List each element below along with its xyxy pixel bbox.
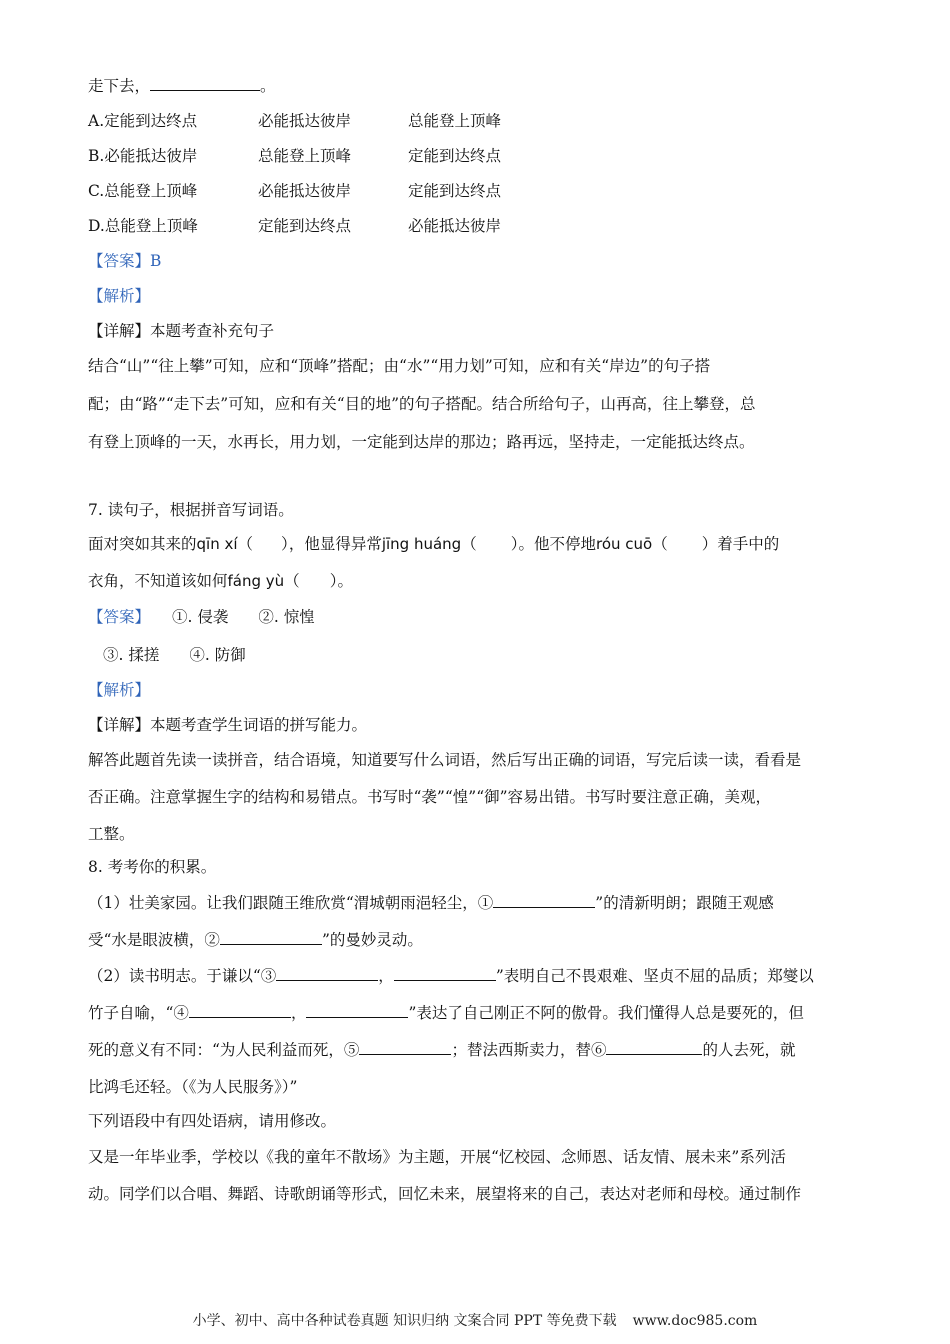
q6-answer: 【答案】B (88, 252, 162, 270)
q8-part2-line-4: 比鸿毛还轻。（《为人民服务》）” (88, 1078, 298, 1096)
q6-analysis-tag: 【解析】 (88, 287, 151, 305)
answer-blank (359, 1040, 451, 1055)
q7-expl-line-1: 解答此题首先读一读拼音，结合语境，知道要写什么词语，然后写出正确的词语，写完后读一读，看看是 (88, 751, 802, 769)
q6-expl-line-1: 结合“山”“往上攀”可知，应和“顶峰”搭配；由“水”“用力划”可知，应和有关“岸边”的句子搭 (88, 357, 711, 375)
q7-detail: 【详解】本题考查学生词语的拼写能力。 (88, 716, 368, 734)
pinyin-1: qīn xí (196, 535, 238, 553)
q8-part2-line-1: （2）读书明志。于谦以“③ ， ”表明自己不畏艰难、坚贞不屈的品质；郑燮以 (88, 967, 814, 985)
q7-title: 7. 读句子，根据拼音写词语。 (88, 501, 294, 519)
q6-detail: 【详解】本题考查补充句子 (88, 322, 275, 340)
option-row-a: A.定能到达终点 必能抵达彼岸 总能登上顶峰 (88, 112, 502, 130)
q8-part2-line-2: 竹子自喻，“④ ， ”表达了自己刚正不阿的傲骨。我们懂得人总是要死的，但 (88, 1004, 804, 1022)
q8-passage-line-1: 又是一年毕业季，学校以《我的童年不散场》为主题，开展“忆校园、念师恩、话友情、展未来”系列活 (88, 1148, 786, 1166)
answer-blank (220, 930, 322, 945)
q7-analysis-tag: 【解析】 (88, 681, 151, 699)
q8-passage-line-2: 动。同学们以合唱、舞蹈、诗歌朗诵等形式，回忆未来，展望将来的自己，表达对老师和母校。通过制作 (88, 1185, 802, 1203)
footer-url[interactable]: www.doc985.com (632, 1313, 758, 1329)
q7-sentence-line-2: 衣角，不知道该如何fáng yù（ ）。 (88, 572, 353, 590)
q7-answer-line-2: ③. 揉搓 ④. 防御 (103, 646, 246, 664)
q6-expl-line-2: 配；由“路”“走下去”可知，应和有关“目的地”的句子搭配。结合所给句子，山再高，往上攀登，总 (88, 395, 756, 413)
pinyin-3: róu cuō (596, 535, 653, 553)
q7-expl-line-2: 否正确。注意掌握生字的结构和易错点。书写时“袭”“惶”“御”容易出错。书写时要注意正确，美观， (88, 788, 772, 806)
answer-blank (276, 966, 378, 981)
q7-sentence-line-1: 面对突如其来的qīn xí（ ），他显得异常jīng huáng（ ）。他不停地róu cuō（ ）着手中的 (88, 535, 780, 553)
pinyin-4: fáng yù (227, 572, 285, 590)
answer-blank (306, 1003, 408, 1018)
option-row-b: B.必能抵达彼岸 总能登上顶峰 定能到达终点 (88, 147, 502, 165)
q6-expl-line-3: 有登上顶峰的一天，水再长，用力划，一定能到达岸的那边；路再远，坚持走，一定能抵达终点。 (88, 433, 755, 451)
answer-blank (394, 966, 496, 981)
q6-tail-line: 走下去， 。 (88, 77, 276, 95)
option-row-c: C.总能登上顶峰 必能抵达彼岸 定能到达终点 (88, 182, 502, 200)
q7-expl-line-3: 工整。 (88, 825, 135, 843)
q7-answer-line-1: 【答案】 ①. 侵袭 ②. 惊惶 (88, 608, 315, 626)
q8-part1-line-1: （1）壮美家园。让我们跟随王维欣赏“渭城朝雨浥轻尘，① ”的清新明朗；跟随王观感 (88, 894, 774, 912)
q8-title: 8. 考考你的积累。 (88, 858, 217, 876)
answer-blank (493, 893, 595, 908)
pinyin-2: jīng huáng (381, 535, 462, 553)
option-row-d: D.总能登上顶峰 定能到达终点 必能抵达彼岸 (88, 217, 502, 235)
page-footer: 小学、初中、高中各种试卷真题 知识归纳 文案合同 PPT 等免费下载 www.doc985.com (192, 1313, 758, 1329)
q8-part1-line-2: 受“水是眼波横，② ”的曼妙灵动。 (88, 931, 423, 949)
q8-sick-title: 下列语段中有四处语病，请用修改。 (88, 1112, 337, 1130)
answer-blank (150, 76, 260, 91)
q8-part2-line-3: 死的意义有不同：“为人民利益而死，⑤ ；替法西斯卖力，替⑥ 的人去死，就 (88, 1041, 796, 1059)
answer-blank (189, 1003, 291, 1018)
answer-blank (606, 1040, 702, 1055)
